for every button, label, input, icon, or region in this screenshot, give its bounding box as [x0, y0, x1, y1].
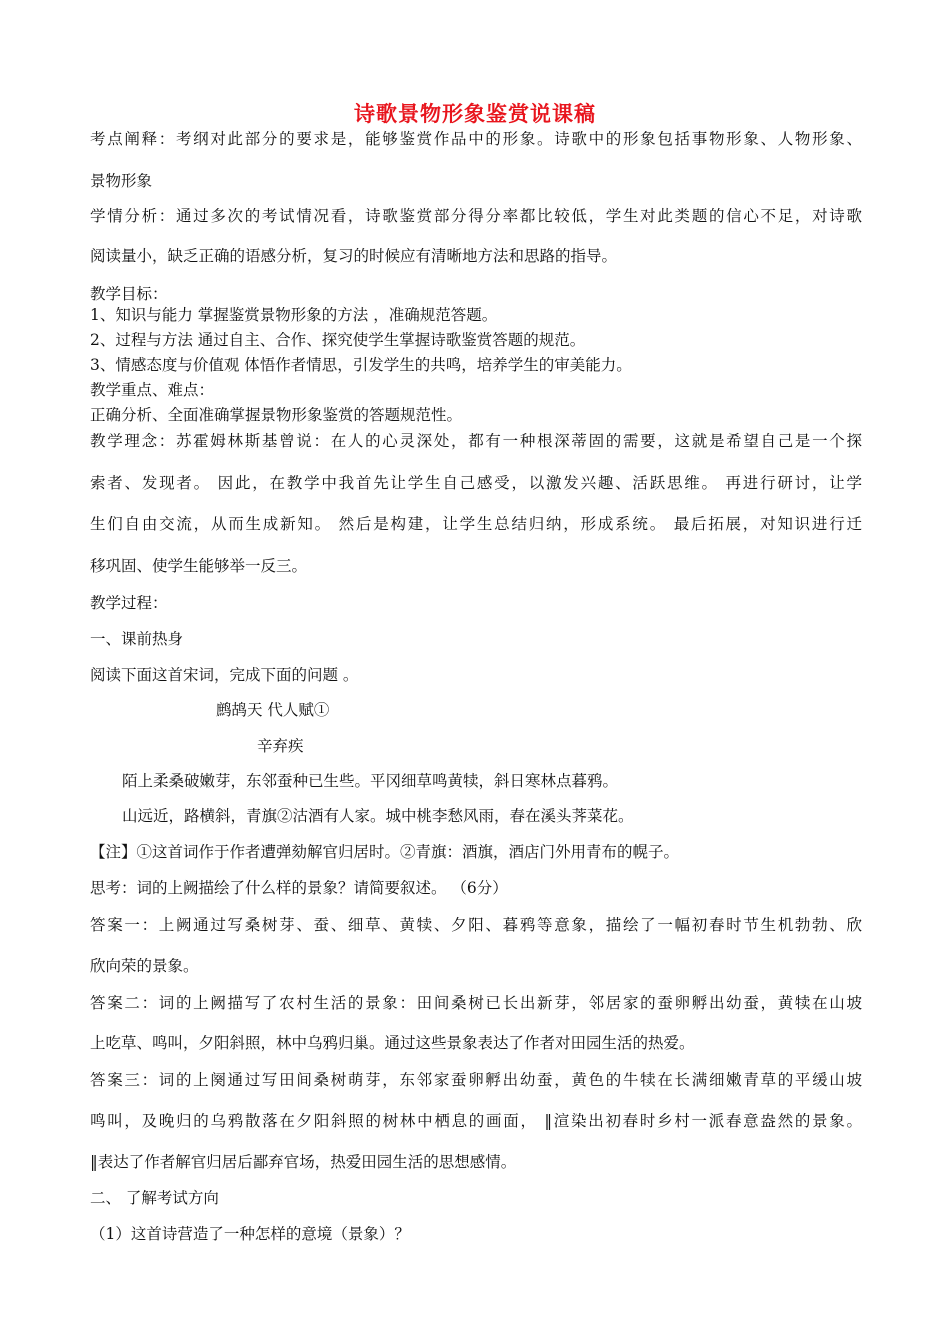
- text-line: （1）这首诗营造了一种怎样的意境（景象）？: [90, 1225, 410, 1243]
- text-line: 教学目标：: [90, 285, 168, 303]
- text-line: 教学理念：苏霍姆林斯基曾说：在人的心灵深处，都有一种根深蒂固的需要，这就是希望自己是一个探: [90, 432, 862, 450]
- text-line: 索者、发现者。 因此，在教学中我首先让学生自己感受，以激发兴趣、活跃思维。 再进行研讨，让学: [90, 474, 862, 492]
- text-line: 上吃草、鸣叫，夕阳斜照，林中乌鸦归巢。通过这些景象表达了作者对田园生活的热爱。: [90, 1034, 695, 1052]
- text-line: 【注】①这首词作于作者遭弹劾解官归居时。②青旗：酒旗，酒店门外用青布的幌子。: [90, 843, 680, 861]
- text-line: 答案一：上阙通过写桑树芽、蚕、细草、黄犊、夕阳、暮鸦等意象，描绘了一幅初春时节生机勃勃、欣: [90, 916, 862, 934]
- poem-title: 鹧鸪天 代人赋①: [216, 701, 330, 719]
- text-line: 一、课前热身: [90, 630, 184, 648]
- text-line: 3、情感态度与价值观 体悟作者情思，引发学生的共鸣，培养学生的审美能力。: [90, 356, 632, 374]
- text-line: 1、知识与能力 掌握鉴赏景物形象的方法 ，准确规范答题。: [90, 306, 498, 324]
- text-line: 学情分析：通过多次的考试情况看，诗歌鉴赏部分得分率都比较低，学生对此类题的信心不足，对诗歌: [90, 207, 862, 225]
- text-line: 移巩固、使学生能够举一反三。: [90, 557, 308, 575]
- text-line: 二、 了解考试方向: [90, 1189, 219, 1207]
- text-line: 答案三：词的上阕通过写田间桑树萌芽，东邻家蚕卵孵出幼蚕，黄色的牛犊在长满细嫩青草的平缓山坡: [90, 1071, 862, 1089]
- text-line: 教学过程：: [90, 594, 168, 612]
- text-line: 欣向荣的景象。: [90, 957, 199, 975]
- poem-line: 陌上柔桑破嫩芽，东邻蚕种已生些。平冈细草鸣黄犊，斜日寒林点暮鸦。: [122, 772, 619, 790]
- text-line: 阅读量小，缺乏正确的语感分析，复习的时候应有清晰地方法和思路的指导。: [90, 247, 618, 265]
- text-line: 2、过程与方法 通过自主、合作、探究使学生掌握诗歌鉴赏答题的规范。: [90, 331, 586, 349]
- text-line: 正确分析、全面准确掌握景物形象鉴赏的答题规范性。: [90, 406, 463, 424]
- text-line: 答案二：词的上阙描写了农村生活的景象：田间桑树已长出新芽，邻居家的蚕卵孵出幼蚕，黄犊在山坡: [90, 994, 862, 1012]
- text-line: ‖表达了作者解官归居后鄙弃官场，热爱田园生活的思想感情。: [90, 1153, 517, 1171]
- text-line: 景物形象: [90, 172, 153, 190]
- poem-line: 山远近，路横斜，青旗②沽酒有人家。城中桃李愁风雨，春在溪头荠菜花。: [122, 807, 634, 825]
- page-title: 诗歌景物形象鉴赏说课稿: [354, 101, 596, 126]
- poem-author: 辛弃疾: [257, 737, 304, 755]
- text-line: 鸣叫，及晚归的乌鸦散落在夕阳斜照的树林中栖息的画面， ‖渲染出初春时乡村一派春意盎然的景象。: [90, 1112, 862, 1130]
- text-line: 考点阐释：考纲对此部分的要求是，能够鉴赏作品中的形象。诗歌中的形象包括事物形象、人物形象、: [90, 130, 862, 148]
- text-line: 思考：词的上阙描绘了什么样的景象？请简要叙述。 （6分）: [90, 879, 508, 897]
- text-line: 阅读下面这首宋词，完成下面的问题 。: [90, 666, 359, 684]
- text-line: 教学重点、难点：: [90, 381, 215, 399]
- text-line: 生们自由交流，从而生成新知。 然后是构建，让学生总结归纳，形成系统。 最后拓展，对知识进行迁: [90, 515, 862, 533]
